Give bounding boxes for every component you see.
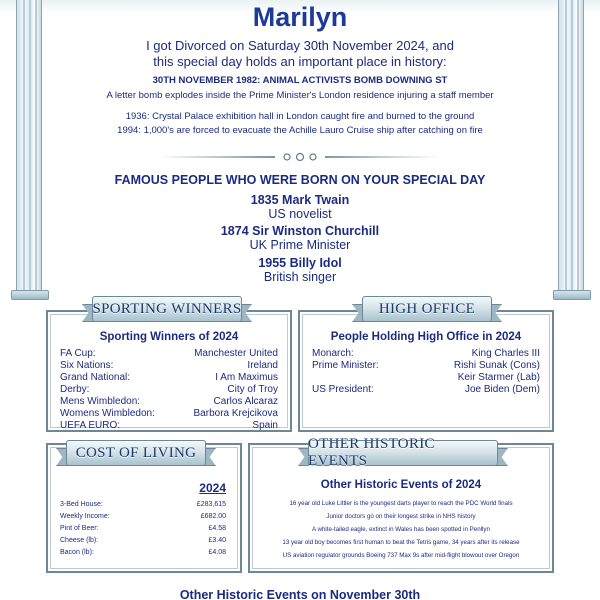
ornamental-divider <box>160 152 440 162</box>
headline-text: A letter bomb explodes inside the Prime Minister's London residence injuring a staff member <box>106 90 494 101</box>
famous-person-role: US novelist <box>268 207 332 221</box>
high-office-title: People Holding High Office in 2024 <box>330 331 522 343</box>
historic-events-banner: OTHER HISTORIC EVENTS <box>308 436 498 470</box>
sporting-winners-box <box>46 310 292 432</box>
sport-row: Grand National: I Am Maximus <box>60 372 278 383</box>
history-fact-1: 1936: Crystal Palace exhibition hall in London caught fire and burned to the ground <box>125 111 475 122</box>
sport-row: UEFA EURO: Spain <box>60 420 278 431</box>
office-row: US President: Joe Biden (Dem) <box>312 384 540 395</box>
intro-line-1: I got Divorced on Saturday 30th November 2024, and <box>146 38 454 53</box>
high-office-banner: HIGH OFFICE <box>362 292 492 326</box>
famous-person-name: 1874 Sir Winston Churchill <box>220 224 380 238</box>
famous-people-title: FAMOUS PEOPLE WHO WERE BORN ON YOUR SPECIAL DAY <box>114 173 486 187</box>
office-row: Keir Starmer (Lab) <box>457 372 540 383</box>
cost-row: Cheese (lb): £3.40 <box>60 537 226 544</box>
historic-event: 16 year old Luke Littler is the youngest darts player to reach the PDC World finals <box>289 500 513 507</box>
cost-row: Weekly Income: £682.00 <box>60 513 226 520</box>
cost-row: Pint of Beer: £4.58 <box>60 525 226 532</box>
sporting-winners-banner: SPORTING WINNERS <box>92 292 242 326</box>
cost-of-living-banner: COST OF LIVING <box>66 436 206 470</box>
historic-event: A white-tailed eagle, extinct in Wales has been spotted in Penllyn <box>312 526 490 533</box>
famous-person-role: British singer <box>263 270 337 284</box>
sport-row: Womens Wimbledon: Barbora Krejcikova <box>60 408 278 419</box>
historic-events-title: Other Historic Events of 2024 <box>320 479 482 491</box>
sport-row: Mens Wimbledon: Carlos Alcaraz <box>60 396 278 407</box>
recipient-name: Marilyn <box>252 2 348 32</box>
sport-row: Derby: City of Troy <box>60 384 278 395</box>
cost-row: Bacon (lb): £4.08 <box>60 549 226 556</box>
historic-event: 13 year old boy becomes first human to beat the Tetris game, 34 years after its release <box>282 539 520 546</box>
sport-row: Six Nations: Ireland <box>60 360 278 371</box>
bottom-section-title: Other Historic Events on November 30th <box>179 588 421 600</box>
cost-row: 3-Bed House: £283,615 <box>60 501 226 508</box>
famous-person-role: UK Prime Minister <box>249 238 351 252</box>
historic-event: Junior doctors go on their longest strike in NHS history <box>326 513 476 520</box>
famous-person-name: 1955 Billy Idol <box>258 256 342 270</box>
sporting-winners-title: Sporting Winners of 2024 <box>99 331 239 343</box>
high-office-box <box>298 310 554 432</box>
headline-title: 30TH NOVEMBER 1982: ANIMAL ACTIVISTS BOMB DOWNING ST <box>152 75 448 86</box>
historic-event: US aviation regulator grounds Boeing 737 Max 9s after mid-flight blowout over Oregon <box>282 552 520 559</box>
history-fact-2: 1994: 1,000's are forced to evacuate the Achille Lauro Cruise ship after catching on fire <box>117 125 483 136</box>
famous-person-name: 1835 Mark Twain <box>250 193 350 207</box>
cost-year: 2024 <box>199 481 226 495</box>
intro-line-2: this special day holds an important place in history: <box>153 54 447 69</box>
sport-row: FA Cup: Manchester United <box>60 348 278 359</box>
office-row: Monarch: King Charles III <box>312 348 540 359</box>
office-row: Prime Minister: Rishi Sunak (Cons) <box>312 360 540 371</box>
